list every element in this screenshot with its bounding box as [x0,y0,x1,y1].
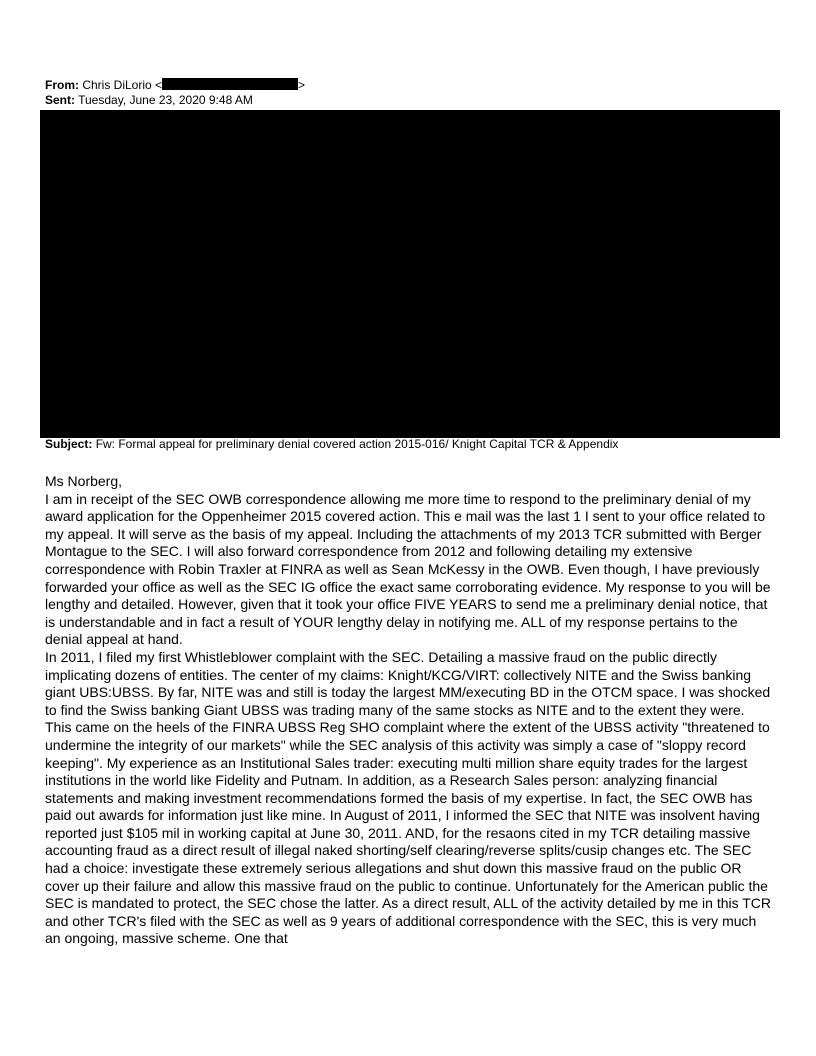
email-header [45,78,305,108]
subject-value: Fw: Formal appeal for preliminary denial covered action 2015-016/ Knight Capital TCR & Appendix [95,437,619,451]
redacted-recipients-block [40,110,780,438]
body-paragraph-1: I am in receipt of the SEC OWB correspondence allowing me more time to respond to the preliminary denial of my award application for the Oppenheimer 2015 covered action. This e mail was the last 1 I sent to your office related to my appeal. It will serve as the basis of my appeal. Including the attachments of my 2013 TCR submitted with Berger Montague to the SEC. I will also forward correspondence from 2012 and following detailing my extensive correspondence with Robin Traxler at FINRA as well as Sean McKessy in the OWB. Even though, I have previously forwarded your office as well as the SEC IG office the exact same corroborating evidence. My response to you will be lengthy and detailed. However, given that it took your office FIVE YEARS to send me a preliminary denial notice, that is understandable and in fact a result of YOUR lengthy delay in notifying me. ALL of my response pertains to the denial appeal at hand. [45,490,771,648]
sent-value: Tuesday, June 23, 2020 9:48 AM [78,93,253,107]
subject-label: Subject: [45,437,93,451]
email-body [45,473,773,948]
salutation: Ms Norberg, [45,473,123,489]
from-label: From: [45,78,79,92]
body-paragraph-2: In 2011, I filed my first Whistleblower complaint with the SEC. Detailing a massive fraud on the public directly implicating dozens of entities. The center of my claims: Knight/KCG/VIRT: collectively NITE and the Swiss banking giant UBS:UBSS. By far, NITE was and still is today the largest MM/executing BD in the OTCM space. I was shocked to find the Swiss banking Giant UBSS was trading many of the same stocks as NITE and to the extent they were. This came on the heels of the FINRA UBSS Reg SHO complaint where the extent of the UBSS activity "threatened to undermine the integrity of our markets" while the SEC analysis of this activity was simply a case of "sloppy record keeping". My experience as an Institutional Sales trader: executing multi million share equity trades for the largest institutions in the world like Fidelity and Putnam. In addition, as a Research Sales person: analyzing financial statements and making investment recommendations formed the basis of my expertise. In fact, the SEC OWB has paid out awards for information just like mine. In August of 2011, I informed the SEC that NITE was insolvent having reported just $105 mil in working capital at June 30, 2011. AND, for the resaons cited in my TCR detailing massive accounting fraud as a direct result of illegal naked shorting/self clearing/reverse splits/cusip changes etc. The SEC had a choice: investigate these extremely serious allegations and shut down this massive fraud on the public OR cover up their failure and allow this massive fraud on the public to continue. Unfortunately for the American public the SEC is mandated to protect, the SEC chose the latter. As a direct result, ALL of the activity detailed by me in this TCR and other TCR's filed with the SEC as well as 9 years of additional correspondence with the SEC, this is very much an ongoing, massive scheme. One that [45,648,772,947]
sent-line [45,93,305,108]
from-suffix: > [298,78,306,92]
subject-line [45,437,618,452]
from-line [45,78,305,93]
sent-label: Sent: [45,93,75,107]
from-name: Chris DiLorio < [82,78,163,92]
redacted-email-address [162,78,298,90]
